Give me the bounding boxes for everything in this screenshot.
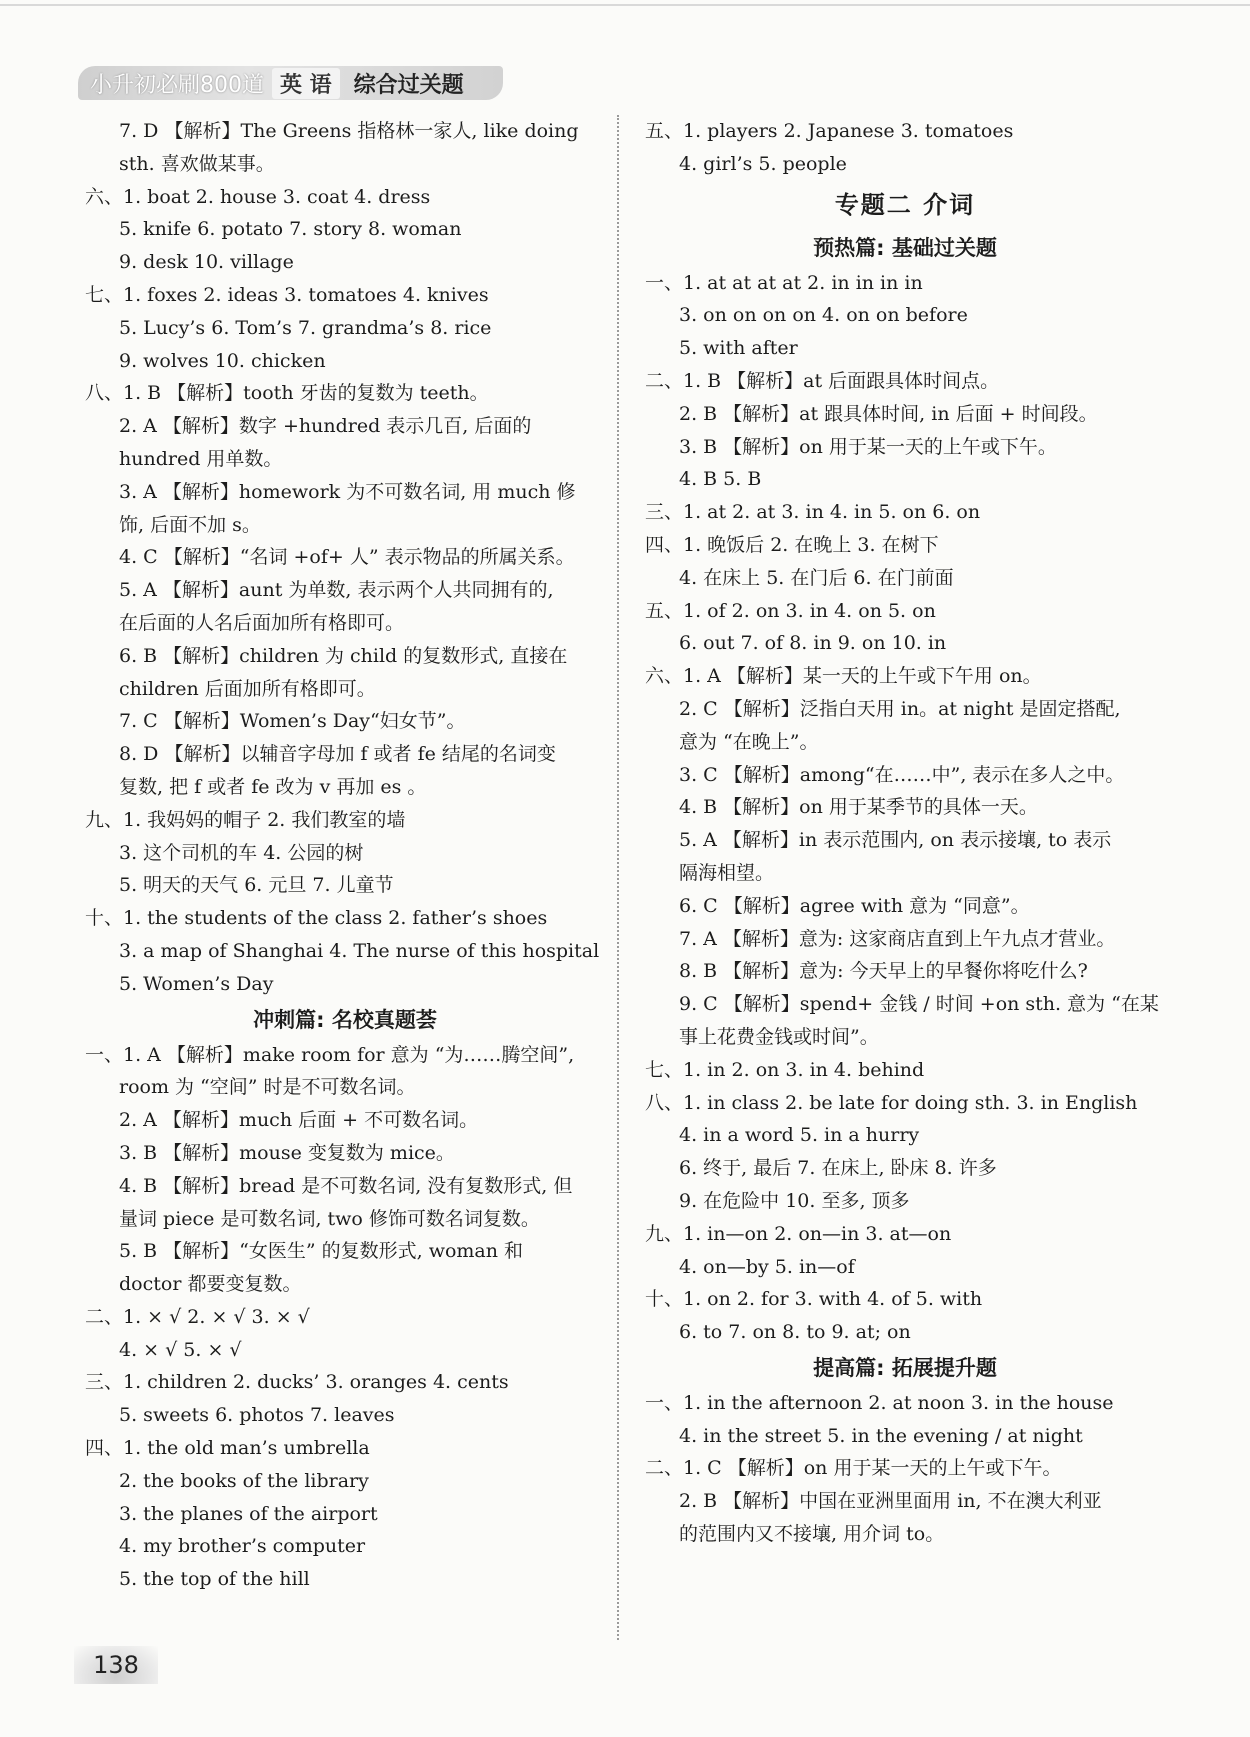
answer-line: 9. wolves 10. chicken (119, 349, 326, 372)
answer-line: 3. the planes of the airport (119, 1502, 378, 1525)
answer-line: 十、1. on 2. for 3. with 4. of 5. with (645, 1288, 983, 1311)
answer-line: 隔海相望。 (679, 861, 775, 884)
answer-line: 5. sweets 6. photos 7. leaves (119, 1404, 395, 1427)
answer-line: 9. desk 10. village (119, 251, 294, 274)
answer-line: 量词 piece 是可数名词, two 修饰可数名词复数。 (119, 1207, 540, 1230)
answer-line: 2. the books of the library (119, 1469, 369, 1492)
answer-line: 十、1. the students of the class 2. father’s shoes (85, 907, 548, 930)
answer-line: 6. out 7. of 8. in 9. on 10. in (679, 632, 947, 655)
answer-line: 6. to 7. on 8. to 9. at; on (679, 1321, 911, 1344)
answer-line: 6. C 【解析】agree with 意为 “同意”。 (679, 894, 1030, 917)
answer-line: 五、1. players 2. Japanese 3. tomatoes (645, 120, 1014, 142)
right-column (645, 115, 1165, 1551)
answer-line: 2. A 【解析】much 后面 + 不可数名词。 (119, 1109, 479, 1132)
page-number: 138 (74, 1646, 158, 1684)
answer-line: sth. 喜欢做某事。 (119, 152, 275, 175)
answer-line: 4. B 【解析】bread 是不可数名词, 没有复数形式, 但 (119, 1174, 573, 1197)
header-banner (78, 66, 503, 100)
answer-line: 5. with after (679, 337, 798, 360)
answer-line: 3. a map of Shanghai 4. The nurse of this hospital (119, 939, 600, 962)
answer-line: 2. A 【解析】数字 +hundred 表示几百, 后面的 (119, 415, 532, 438)
answer-line: 一、1. A 【解析】make room for 意为 “为……腾空间”, (85, 1043, 575, 1066)
answer-line: 3. 这个司机的车 4. 公园的树 (119, 841, 364, 864)
answer-line: 七、1. foxes 2. ideas 3. tomatoes 4. knives (85, 283, 489, 306)
answer-line: 六、1. A 【解析】某一天的上午或下午用 on。 (645, 665, 1042, 688)
answer-line: 二、1. B 【解析】at 后面跟具体时间点。 (645, 369, 1000, 392)
answer-line: 4. C 【解析】“名词 +of+ 人” 表示物品的所属关系。 (119, 546, 575, 569)
answer-line: 九、1. 我妈妈的帽子 2. 我们教室的墙 (85, 808, 406, 831)
answer-line: 3. on on on on 4. on on before (679, 304, 968, 327)
answer-line: 9. 在危险中 10. 至多, 顶多 (679, 1189, 910, 1212)
answer-line: 2. B 【解析】中国在亚洲里面用 in, 不在澳大利亚 (679, 1490, 1102, 1513)
answer-line: hundred 用单数。 (119, 447, 283, 470)
answer-line: 2. B 【解析】at 跟具体时间, in 后面 + 时间段。 (679, 402, 1098, 425)
answer-line: 9. C 【解析】spend+ 金钱 / 时间 +on sth. 意为 “在某 (679, 993, 1159, 1016)
section-heading: 冲刺篇: 名校真题荟 (253, 1007, 437, 1032)
answer-line: 5. 明天的天气 6. 元旦 7. 儿童节 (119, 874, 394, 897)
answer-line: 八、1. B 【解析】tooth 牙齿的复数为 teeth。 (85, 382, 489, 405)
answer-line: 五、1. of 2. on 3. in 4. on 5. on (645, 599, 936, 622)
column-divider (617, 115, 619, 1640)
header-series: 小升初必刷800道 (90, 72, 264, 98)
answer-line: 6. 终于, 最后 7. 在床上, 卧床 8. 许多 (679, 1157, 997, 1180)
answer-line: 7. C 【解析】Women’s Day“妇女节”。 (119, 710, 466, 733)
section-heading: 专题二 介词 (834, 190, 976, 219)
answer-line: 3. B 【解析】mouse 变复数为 mice。 (119, 1141, 455, 1164)
header-subject: 英 语 (272, 68, 340, 99)
answer-line: 4. 在床上 5. 在门后 6. 在门前面 (679, 566, 954, 589)
answer-line: 四、1. 晚饭后 2. 在晚上 3. 在树下 (645, 533, 939, 556)
answer-line: 7. D 【解析】The Greens 指格林一家人, like doing (119, 120, 579, 142)
answer-line: 事上花费金钱或时间”。 (679, 1025, 879, 1048)
answer-line: 二、1. × √ 2. × √ 3. × √ (85, 1305, 310, 1328)
answer-line: 4. in a word 5. in a hurry (679, 1124, 920, 1147)
answer-line: 4. × √ 5. × √ (119, 1338, 242, 1361)
answer-line: doctor 都要变复数。 (119, 1273, 302, 1296)
answer-line: 5. A 【解析】in 表示范围内, on 表示接壤, to 表示 (679, 829, 1112, 852)
section-heading: 预热篇: 基础过关题 (813, 235, 997, 260)
answer-line: 一、1. at at at at 2. in in in in (645, 271, 923, 294)
answer-line: 8. B 【解析】意为: 今天早上的早餐你将吃什么? (679, 960, 1088, 983)
answer-line: 三、1. children 2. ducks’ 3. oranges 4. cents (85, 1371, 509, 1394)
answer-line: 一、1. in the afternoon 2. at noon 3. in the house (645, 1391, 1114, 1414)
answer-line: 4. in the street 5. in the evening / at night (679, 1424, 1083, 1447)
section-heading: 提高篇: 拓展提升题 (813, 1355, 997, 1380)
answer-line: 的范围内又不接壤, 用介词 to。 (679, 1523, 945, 1546)
answer-line: 3. A 【解析】homework 为不可数名词, 用 much 修 (119, 480, 576, 503)
answer-line: 5. A 【解析】aunt 为单数, 表示两个人共同拥有的, (119, 579, 554, 602)
answer-line: 4. girl’s 5. people (679, 152, 847, 175)
answer-line: 在后面的人名后面加所有格即可。 (119, 611, 405, 634)
answer-line: 3. B 【解析】on 用于某一天的上午或下午。 (679, 435, 1057, 458)
answer-line: 饰, 后面不加 s。 (119, 513, 261, 536)
answer-line: 九、1. in—on 2. on—in 3. at—on (645, 1222, 952, 1245)
answer-line: 4. B 5. B (679, 468, 762, 491)
header-title: 综合过关题 (353, 72, 464, 98)
answer-line: 5. Lucy’s 6. Tom’s 7. grandma’s 8. rice (119, 316, 492, 339)
answer-line: 3. C 【解析】among“在……中”, 表示在多人之中。 (679, 763, 1125, 786)
answer-line: 三、1. at 2. at 3. in 4. in 5. on 6. on (645, 501, 981, 524)
answer-line: 5. B 【解析】“女医生” 的复数形式, woman 和 (119, 1240, 524, 1263)
answer-line: 二、1. C 【解析】on 用于某一天的上午或下午。 (645, 1457, 1062, 1480)
answer-line: 意为 “在晚上”。 (679, 730, 819, 753)
answer-line: 八、1. in class 2. be late for doing sth. 3. in English (645, 1091, 1138, 1114)
left-column (85, 115, 605, 1596)
answer-line: 2. C 【解析】泛指白天用 in。at night 是固定搭配, (679, 697, 1121, 720)
answer-line: 4. on—by 5. in—of (679, 1255, 855, 1278)
answer-line: 七、1. in 2. on 3. in 4. behind (645, 1058, 925, 1081)
answer-line: 四、1. the old man’s umbrella (85, 1437, 370, 1460)
answer-line: 六、1. boat 2. house 3. coat 4. dress (85, 185, 431, 208)
answer-line: 5. the top of the hill (119, 1568, 310, 1591)
answer-line: 5. Women’s Day (119, 972, 274, 995)
answer-line: 8. D 【解析】以辅音字母加 f 或者 fe 结尾的名词变 (119, 743, 556, 766)
answer-line: 5. knife 6. potato 7. story 8. woman (119, 218, 462, 241)
answer-line: 4. B 【解析】on 用于某季节的具体一天。 (679, 796, 1038, 819)
top-rule (0, 4, 1250, 6)
answer-line: 6. B 【解析】children 为 child 的复数形式, 直接在 (119, 644, 568, 667)
answer-line: 4. my brother’s computer (119, 1535, 366, 1558)
answer-line: 7. A 【解析】意为: 这家商店直到上午九点才营业。 (679, 927, 1116, 950)
answer-line: children 后面加所有格即可。 (119, 677, 376, 700)
answer-line: 复数, 把 f 或者 fe 改为 v 再加 es 。 (119, 775, 427, 798)
answer-line: room 为 “空间” 时是不可数名词。 (119, 1076, 416, 1099)
